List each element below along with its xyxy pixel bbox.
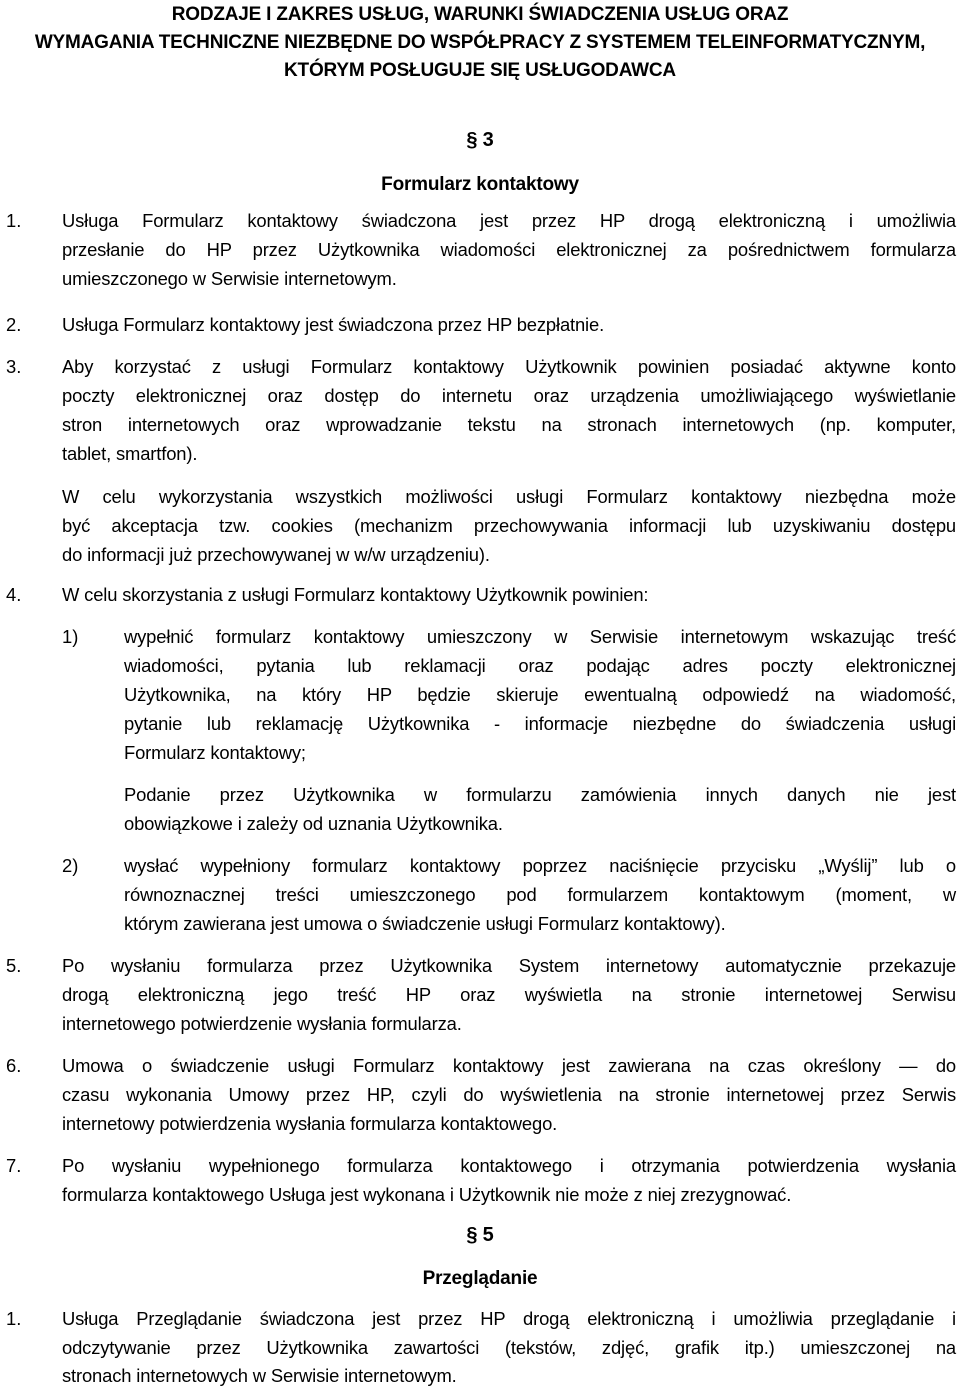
- paragraph-line: Po wysłaniu formularza przez Użytkownika System internetowy automatycznie przekazuje: [62, 955, 956, 976]
- paragraph-line: którym zawierana jest umowa o świadczenie usługi Formularz kontaktowy).: [124, 913, 726, 934]
- paragraph-line: Usługa Formularz kontaktowy jest świadczona przez HP bezpłatnie.: [62, 314, 605, 335]
- paragraph-line: odczytywanie przez Użytkownika zawartości (tekstów, zdjęć, grafik itp.) umieszczonej na: [62, 1337, 956, 1358]
- section-3-mark: § 3: [466, 129, 494, 151]
- section-3-title: Formularz kontaktowy: [381, 174, 579, 195]
- paragraph-line: Umowa o świadczenie usługi Formularz kontaktowy jest zawierana na czas określony — do: [62, 1055, 956, 1076]
- paragraph-line: pytanie lub reklamację Użytkownika - informacje niezbędne do świadczenia usługi: [124, 713, 956, 734]
- paragraph-line: stronach internetowych w Serwisie internetowym.: [62, 1365, 457, 1386]
- paragraph-line: W celu skorzystania z usługi Formularz kontaktowy Użytkownik powinien:: [62, 584, 649, 605]
- paragraph-line: być akceptacja tzw. cookies (mechanizm przechowywania informacji lub uzyskiwaniu dostępu: [62, 515, 956, 536]
- paragraph-line: internetowego potwierdzenie wysłania formularza.: [62, 1013, 462, 1034]
- paragraph-line: wysłać wypełniony formularz kontaktowy poprzez naciśnięcie przycisku „Wyślij” lub o: [124, 855, 956, 876]
- paragraph-line: Po wysłaniu wypełnionego formularza kontaktowego i otrzymania potwierdzenia wysłania: [62, 1155, 956, 1176]
- paragraph-line: czasu wykonania Umowy przez HP, czyli do wyświetlenia na stronie internetowej przez Serwis: [62, 1084, 956, 1105]
- paragraph-line: umieszczonego w Serwisie internetowym.: [62, 268, 397, 289]
- subitem-number: 1): [62, 626, 79, 647]
- item-number: 3.: [6, 356, 22, 377]
- paragraph-line: W celu wykorzystania wszystkich możliwości usługi Formularz kontaktowy niezbędna może: [62, 486, 956, 507]
- paragraph-line: Usługa Formularz kontaktowy świadczona jest przez HP drogą elektroniczną i umożliwia: [62, 210, 956, 231]
- paragraph-line: poczty elektronicznej oraz dostęp do internetu oraz urządzenia umożliwiającego wyświetlanie: [62, 385, 956, 406]
- document-title-line-2: WYMAGANIA TECHNICZNE NIEZBĘDNE DO WSPÓŁPRACY Z SYSTEMEM TELEINFORMATYCZNYM,: [34, 32, 926, 53]
- document-title-line-3: KTÓRYM POSŁUGUJE SIĘ USŁUGODAWCA: [284, 60, 676, 81]
- item-number: 5.: [6, 955, 22, 976]
- item-number: 1.: [6, 210, 22, 231]
- paragraph-line: równoznacznej treści umieszczonego pod formularzem kontaktowym (moment, w: [124, 884, 956, 905]
- document-title-line-1: RODZAJE I ZAKRES USŁUG, WARUNKI ŚWIADCZENIA USŁUG ORAZ: [171, 4, 789, 25]
- item-number: 7.: [6, 1155, 22, 1176]
- section-5-title: Przeglądanie: [422, 1268, 538, 1289]
- paragraph-line: internetowy potwierdzenia wysłania formularza kontaktowego.: [62, 1113, 558, 1134]
- section-5-mark: § 5: [466, 1224, 494, 1246]
- paragraph-line: obowiązkowe i zależy od uznania Użytkownika.: [124, 813, 503, 834]
- paragraph-line: Aby korzystać z usługi Formularz kontaktowy Użytkownik powinien posiadać aktywne konto: [62, 356, 956, 377]
- paragraph-line: Użytkownika, na który HP będzie skieruje ewentualną odpowiedź na wiadomość,: [124, 684, 956, 705]
- paragraph-line: Usługa Przeglądanie świadczona jest przez HP drogą elektroniczną i umożliwia przeglądanie i: [62, 1308, 956, 1329]
- paragraph-line: tablet, smartfon).: [62, 443, 198, 464]
- item-number: 6.: [6, 1055, 22, 1076]
- item-number: 2.: [6, 314, 22, 335]
- paragraph-line: drogą elektroniczną jego treść HP oraz wyświetla na stronie internetowej Serwisu: [62, 984, 956, 1005]
- paragraph-line: wiadomości, pytania lub reklamacji oraz podając adres poczty elektronicznej: [124, 655, 956, 676]
- paragraph-line: formularza kontaktowego Usługa jest wykonana i Użytkownik nie może z niej zrezygnować.: [62, 1184, 792, 1205]
- paragraph-line: wypełnić formularz kontaktowy umieszczony w Serwisie internetowym wskazując treść: [124, 626, 956, 647]
- item-number: 1.: [6, 1308, 22, 1329]
- paragraph-line: Podanie przez Użytkownika w formularzu zamówienia innych danych nie jest: [124, 784, 956, 805]
- paragraph-line: do informacji już przechowywanej w w/w urządzeniu).: [62, 544, 490, 565]
- paragraph-line: Formularz kontaktowy;: [124, 742, 306, 763]
- paragraph-line: stron internetowych oraz wprowadzanie tekstu na stronach internetowych (np. komputer,: [62, 414, 956, 435]
- subitem-number: 2): [62, 855, 79, 876]
- item-number: 4.: [6, 584, 22, 605]
- paragraph-line: przesłanie do HP przez Użytkownika wiadomości elektronicznej za pośrednictwem formularza: [62, 239, 956, 260]
